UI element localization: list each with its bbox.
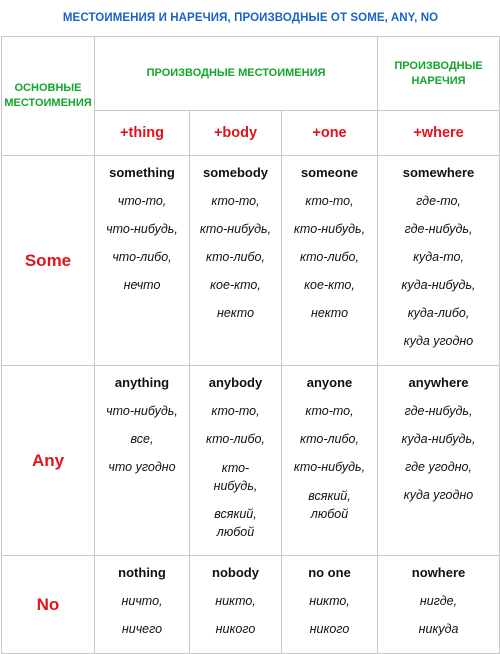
cell-anybody [190, 366, 282, 556]
translation: кто-то, [305, 404, 354, 418]
word: no one [308, 565, 351, 580]
suffix-where: +where [378, 111, 500, 156]
translation: кто-либо, [206, 432, 265, 446]
pronoun-table [1, 0, 500, 654]
translation: где-нибудь, [404, 404, 473, 418]
row-label-no: No [2, 556, 95, 654]
word: anywhere [408, 375, 469, 390]
translation: кое-кто, [210, 278, 261, 292]
translation: кто-либо, [300, 250, 359, 264]
derived-pronouns-header: ПРОИЗВОДНЫЕ МЕСТОИМЕНИЯ [95, 37, 378, 111]
row-label-any: Any [2, 366, 95, 556]
translation: кто-то, [211, 404, 260, 418]
translation: никто, [309, 594, 350, 608]
translation: куда угодно [403, 488, 474, 502]
translation: ничто, [121, 594, 163, 608]
translation: некто [310, 306, 349, 320]
word: someone [300, 165, 359, 180]
row-label-some: Some [2, 156, 95, 366]
translation: что-нибудь, [106, 222, 178, 236]
translation: никуда [418, 622, 459, 636]
translation: что-нибудь, [106, 404, 178, 418]
word: somebody [202, 165, 268, 180]
cell-someone [282, 156, 378, 366]
translation: где-нибудь, [404, 222, 473, 236]
translation: куда-нибудь, [401, 278, 476, 292]
translation: где-то, [416, 194, 461, 208]
cell-anything [95, 366, 190, 556]
cell-somebody [190, 156, 282, 366]
table-title: МЕСТОИМЕНИЯ И НАРЕЧИЯ, ПРОИЗВОДНЫЕ ОТ SOME, ANY, NO [2, 0, 500, 37]
derived-adverbs-header: ПРОИЗВОДНЫЕ НАРЕЧИЯ [378, 37, 500, 111]
table-row-some [2, 156, 500, 366]
suffix-one: +one [282, 111, 378, 156]
translation: кто-нибудь, [213, 461, 258, 493]
translation: кто-либо, [206, 250, 265, 264]
translation: всякий, любой [214, 507, 257, 539]
cell-nowhere [378, 556, 500, 654]
translation: куда-то, [413, 250, 464, 264]
table-row-any [2, 366, 500, 556]
translation: куда-либо, [407, 306, 470, 320]
translation: никого [309, 622, 350, 636]
translation: кто-нибудь, [199, 222, 272, 236]
translation: кто-то, [211, 194, 260, 208]
translation: никого [215, 622, 256, 636]
translation: кто-нибудь, [293, 460, 366, 474]
word: nobody [212, 565, 259, 580]
translation: кое-кто, [304, 278, 355, 292]
translation: где угодно, [405, 460, 472, 474]
word: something [109, 165, 175, 180]
translation: некто [216, 306, 255, 320]
word: anybody [208, 375, 263, 390]
cell-no-one [282, 556, 378, 654]
translation: все, [130, 432, 154, 446]
translation: кто-нибудь, [293, 222, 366, 236]
word: anything [114, 375, 170, 390]
suffix-thing: +thing [95, 111, 190, 156]
table-row-no [2, 556, 500, 654]
word: nowhere [411, 565, 466, 580]
translation: что-то, [117, 194, 167, 208]
translation: куда угодно [403, 334, 474, 348]
translation: всякий, любой [308, 489, 351, 521]
translation: никто, [215, 594, 256, 608]
word: nothing [118, 565, 166, 580]
suffix-body: +body [190, 111, 282, 156]
cell-nothing [95, 556, 190, 654]
translation: куда-нибудь, [401, 432, 476, 446]
cell-somewhere [378, 156, 500, 366]
basic-pronouns-header: ОСНОВНЫЕ МЕСТОИМЕНИЯ [2, 37, 95, 156]
cell-nobody [190, 556, 282, 654]
cell-anyone [282, 366, 378, 556]
word: anyone [306, 375, 353, 390]
cell-something [95, 156, 190, 366]
translation: что-либо, [112, 250, 172, 264]
word: somewhere [402, 165, 475, 180]
translation: кто-либо, [300, 432, 359, 446]
translation: ничего [121, 622, 163, 636]
translation: нигде, [419, 594, 458, 608]
cell-anywhere [378, 366, 500, 556]
translation: кто-то, [305, 194, 354, 208]
translation: нечто [123, 278, 161, 292]
translation: что угодно [108, 460, 176, 474]
